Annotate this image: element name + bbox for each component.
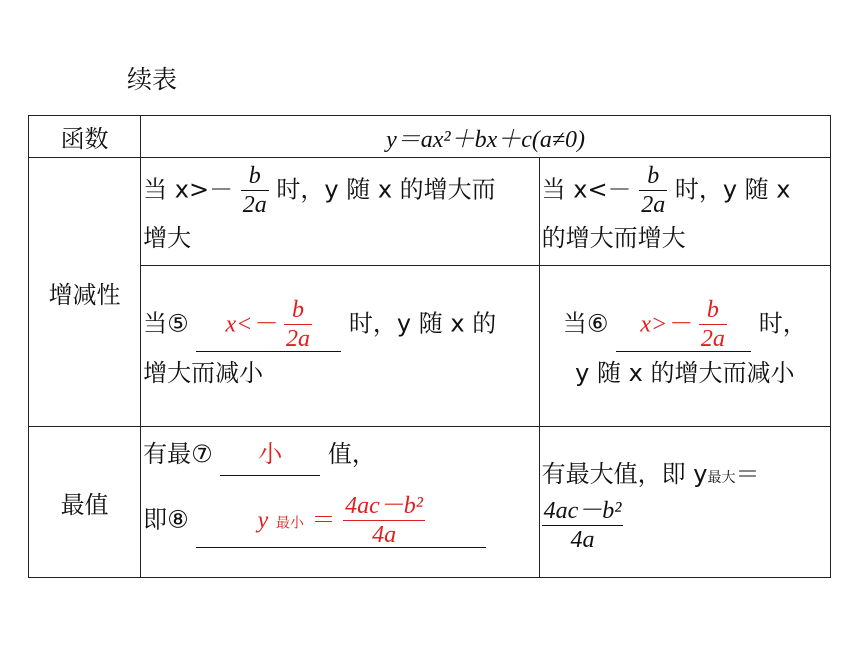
- extreme-left-cell: [141, 427, 539, 578]
- decrease-left-line2: 增大而减小: [143, 359, 264, 387]
- extreme-left-suffix: 值，: [327, 440, 376, 468]
- page-title: 续表: [127, 65, 178, 94]
- increase-left-prefix: 当 x>－: [143, 175, 234, 204]
- increase-right-cell: [539, 158, 830, 266]
- increase-right-prefix: 当 x<－: [541, 175, 632, 204]
- quadratic-function-table: [28, 115, 831, 578]
- answer-blank-5: x<－ $\frac{b}{2a}$: [196, 298, 341, 352]
- extreme-left-prefix: 有最⑦: [143, 440, 213, 468]
- increase-left-cell: [141, 158, 539, 266]
- answer-blank-6: x>－ $\frac{b}{2a}$: [616, 298, 751, 352]
- decrease-right-line2: y 随 x 的增大而减小: [575, 359, 795, 387]
- decrease-right-suffix: 时，: [758, 309, 807, 338]
- increase-left-suffix: 时，y 随 x 的增大而: [276, 175, 496, 204]
- header-function-label: 函数: [29, 116, 141, 158]
- increase-left-fraction: $\frac{b}{2a}$: [242, 163, 267, 218]
- monotonic-label: 增减性: [29, 158, 141, 427]
- answer-blank-7: 小: [220, 433, 320, 476]
- decrease-right-prefix: 当⑥: [562, 309, 609, 338]
- extreme-right-fraction: $\frac{\text{4ac－b²}}{4a}$: [543, 497, 622, 553]
- decrease-left-suffix: 时，y 随 x 的: [348, 309, 497, 338]
- increase-right-fraction: $\frac{b}{2a}$: [641, 163, 666, 218]
- increase-right-suffix: 时，y 随 x: [674, 175, 791, 204]
- extreme-right-sub: 最大: [707, 469, 736, 486]
- header-formula: y＝ax²＋bx＋c(a≠0): [141, 116, 831, 158]
- extreme-left-line2-prefix: 即⑧: [143, 505, 189, 534]
- increase-right-line2: 的增大而增大: [541, 224, 686, 252]
- extreme-right-line1: 有最大值，即 y: [541, 459, 708, 488]
- answer-blank-8: y 最小 ＝ $\frac{\text{4ac－b²}}{4a}$: [196, 494, 486, 548]
- decrease-left-cell: [141, 266, 539, 427]
- increase-left-line2: 增大: [143, 224, 192, 252]
- extreme-label: 最值: [29, 427, 141, 578]
- decrease-right-cell: [539, 266, 830, 427]
- extreme-right-eq: ＝: [735, 459, 760, 488]
- decrease-left-prefix: 当⑤: [143, 309, 189, 338]
- extreme-right-cell: [539, 427, 830, 578]
